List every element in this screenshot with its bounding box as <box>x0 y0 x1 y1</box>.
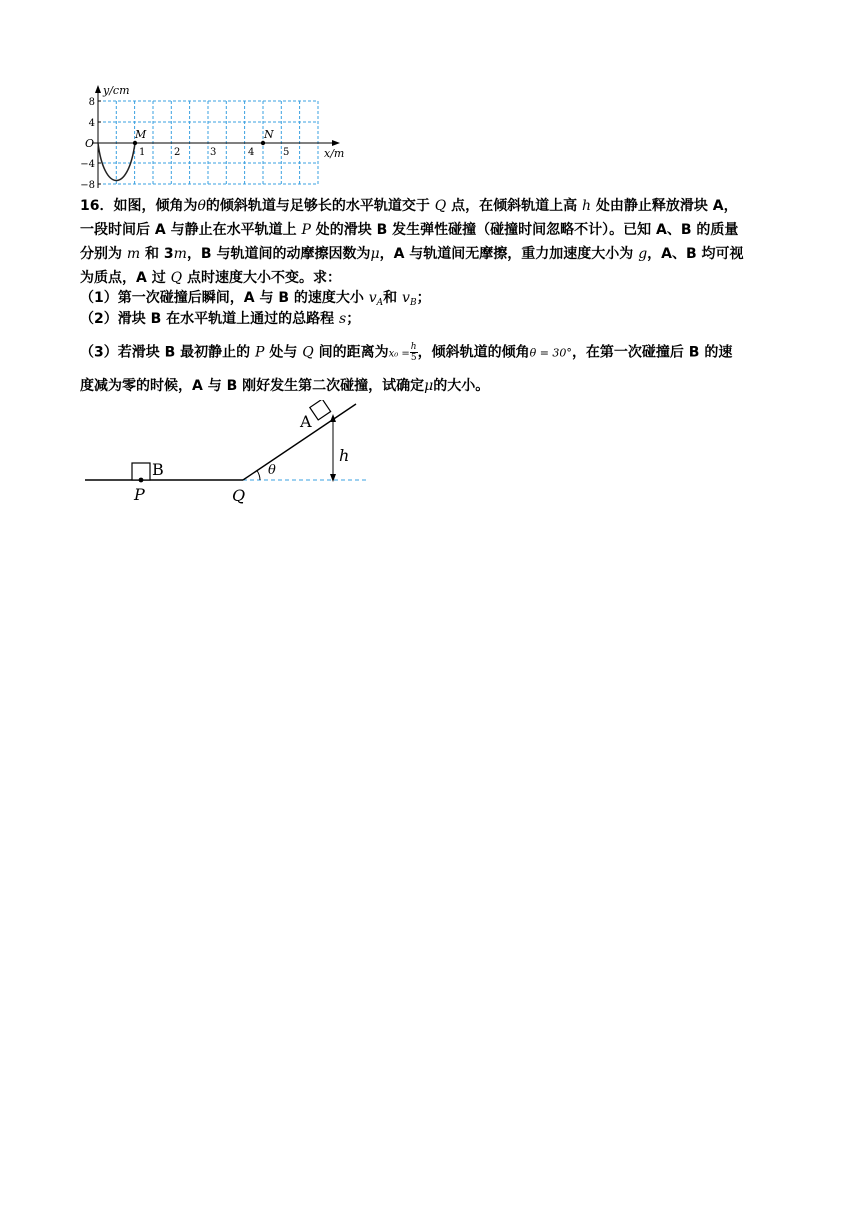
point-n-dot <box>261 141 265 145</box>
angle-arc <box>257 471 260 480</box>
x-axis-arrow <box>332 140 340 146</box>
theta-symbol: θ <box>197 198 206 214</box>
question-2 <box>80 309 360 329</box>
theta-label: θ <box>268 463 276 478</box>
angle-expression: θ = 30° <box>529 346 572 360</box>
question-3 <box>80 342 732 365</box>
point-q-label: Q <box>232 486 246 505</box>
incline-figure <box>80 400 380 512</box>
height-arrow-bottom <box>330 474 336 482</box>
problem-line-4 <box>80 268 341 288</box>
text: ，倾斜轨道的倾角 <box>417 344 530 361</box>
y-axis-arrow <box>95 85 101 93</box>
subscript: B <box>409 298 417 308</box>
block-b-label: B <box>152 460 164 479</box>
h-symbol: h <box>582 198 592 214</box>
x-tick-3: 3 <box>210 147 217 158</box>
text: （2）滑块 B 在水平轨道上通过的总路程 <box>80 311 335 327</box>
text: 的倾斜轨道与足够长的水平轨道交于 <box>205 198 430 214</box>
text: ，A 与轨道间无摩擦，重力加速度大小为 <box>379 246 634 262</box>
text: ，B 与轨道间的动摩擦因数为 <box>186 246 371 262</box>
point-q-symbol: Q <box>434 198 447 214</box>
text: ； <box>346 311 361 327</box>
block-a-label: A <box>300 412 312 431</box>
point-n-label: N <box>264 128 274 141</box>
point-q-symbol: Q <box>302 344 314 361</box>
mass-symbol: m <box>126 246 141 262</box>
height-label: h <box>339 446 350 465</box>
problem-line-3 <box>80 244 744 264</box>
y-axis-label: y/cm <box>103 84 130 97</box>
velocity-symbol: v <box>402 290 410 306</box>
wave-graph <box>78 82 358 194</box>
x-tick-1: 1 <box>139 147 146 158</box>
block-b <box>132 463 150 480</box>
x-axis-label: x/m <box>324 147 345 160</box>
text: ； <box>416 290 431 306</box>
text: 分别为 <box>80 246 122 262</box>
mu-symbol: μ <box>424 378 434 394</box>
x-tick-5: 5 <box>283 147 290 158</box>
point-p-symbol: P <box>301 222 311 238</box>
g-symbol: g <box>638 246 648 262</box>
h-over-5-fraction <box>410 342 418 363</box>
text: 处的滑块 B 发生弹性碰撞（碰撞时间忽略不计）。已知 A、B 的质量 <box>315 222 739 238</box>
text: （1）第一次碰撞后瞬间，A 与 B 的速度大小 <box>80 290 364 306</box>
text: （3）若滑块 B 最初静止的 <box>80 344 251 361</box>
point-p-dot <box>139 478 144 483</box>
x0-expression: x₀ = <box>388 348 410 360</box>
point-q-symbol: Q <box>170 270 183 286</box>
question-3-continued <box>80 376 489 396</box>
mass-symbol: m <box>173 246 187 262</box>
point-p-symbol: P <box>255 344 265 361</box>
text: 处与 <box>269 344 298 361</box>
y-tick-neg4: −4 <box>80 159 95 170</box>
point-m-dot <box>133 141 137 145</box>
text: 一段时间后 A 与静止在水平轨道上 <box>80 222 297 238</box>
text: 处由静止释放滑块 A， <box>595 198 738 214</box>
text: 和 3 <box>145 246 174 262</box>
y-tick-4: 4 <box>88 118 95 129</box>
mu-symbol: μ <box>370 246 380 262</box>
velocity-symbol: v <box>368 290 377 306</box>
fraction-numerator: h <box>410 342 417 352</box>
point-m-label: M <box>135 128 147 141</box>
text: 点，在倾斜轨道上高 <box>451 198 578 214</box>
text: 间的距离为 <box>318 344 389 361</box>
text: 的大小。 <box>433 378 490 394</box>
subscript: A <box>376 298 384 308</box>
y-tick-neg8: −8 <box>80 180 95 191</box>
text: 和 <box>383 290 398 306</box>
distance-symbol: s <box>339 311 347 327</box>
x-tick-2: 2 <box>174 147 181 158</box>
y-tick-8: 8 <box>88 97 95 108</box>
x-tick-4: 4 <box>248 147 255 158</box>
problem-line-2 <box>80 220 738 240</box>
text: ，在第一次碰撞后 B 的速 <box>571 344 733 361</box>
text: 点时速度大小不变。求： <box>186 270 341 286</box>
block-a <box>310 400 331 420</box>
text: 度减为零的时候，A 与 B 刚好发生第二次碰撞，试确定 <box>80 378 425 394</box>
origin-label: O <box>85 137 95 150</box>
problem-line-1 <box>80 196 738 216</box>
text: ，A、B 均可视 <box>647 246 744 262</box>
fraction-denominator: 5 <box>410 353 417 363</box>
text: 16．如图，倾角为 <box>80 198 198 214</box>
point-p-label: P <box>134 485 145 504</box>
text: 为质点，A 过 <box>80 270 166 286</box>
